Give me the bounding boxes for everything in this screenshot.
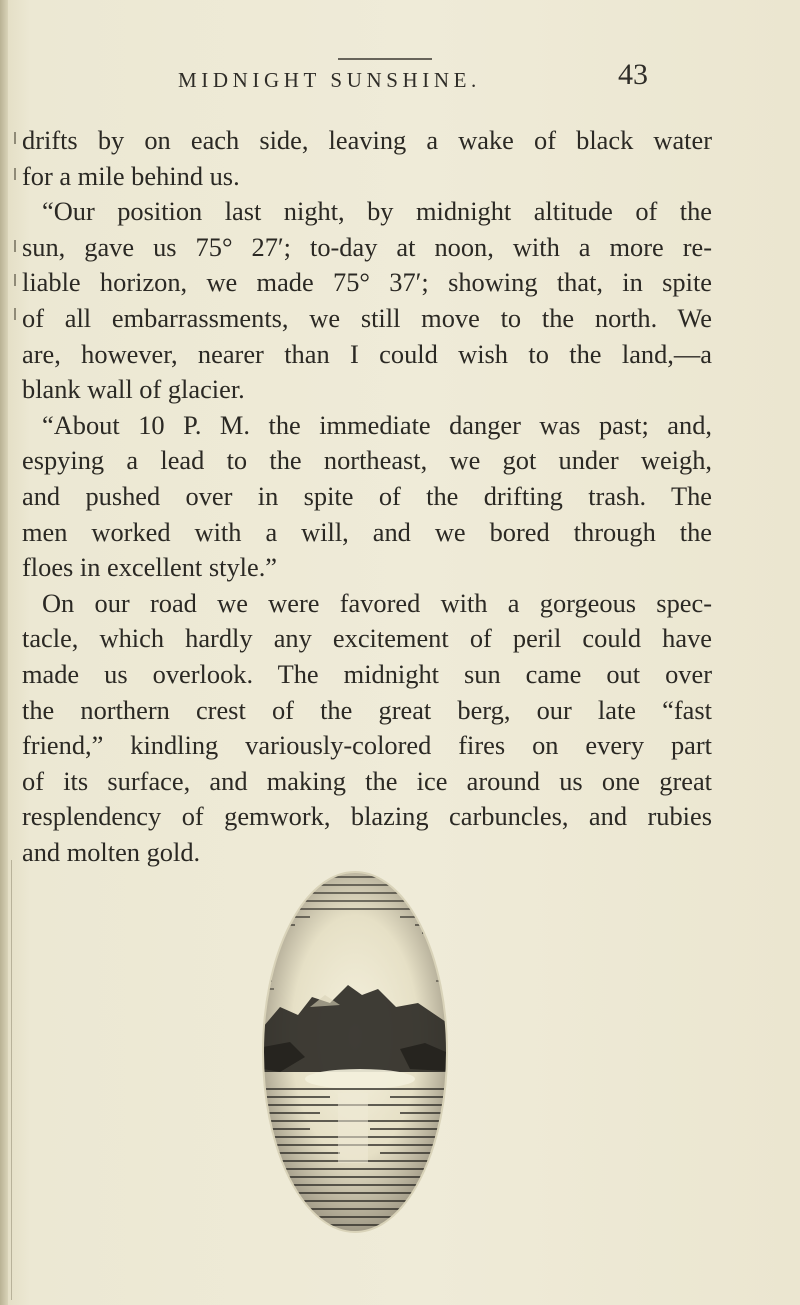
margin-mark	[14, 240, 16, 252]
margin-mark	[14, 168, 16, 180]
text-line: are, however, nearer than I could wish to the land,—a	[22, 338, 712, 369]
text-line: sun, gave us 75° 27′; to-day at noon, with a more re-	[22, 231, 712, 262]
text-line: of all embarrassments, we still move to the north. We	[22, 302, 712, 333]
margin-mark	[14, 132, 16, 144]
running-head: MIDNIGHT SUNSHINE.	[178, 68, 481, 92]
text-line: of its surface, and making the ice around us one great	[22, 765, 712, 796]
margin-mark	[14, 308, 16, 320]
text-line: tacle, which hardly any excitement of peril could have	[22, 623, 712, 654]
text-line: drifts by on each side, leaving a wake of black water	[22, 125, 712, 155]
body-text	[22, 123, 712, 870]
midnight-sun-engraving	[250, 857, 460, 1257]
text-line: made us overlook. The midnight sun came out over	[22, 658, 712, 689]
text-line: blank wall of glacier.	[22, 374, 245, 405]
text-line: floes in excellent style.”	[22, 552, 278, 583]
text-line: resplendency of gemwork, blazing carbuncles, and rubies	[22, 801, 712, 832]
text-line: “About 10 P. M. the immediate danger was past; and,	[42, 409, 712, 440]
page-binding-shadow	[0, 0, 8, 1305]
text-line: and molten gold.	[22, 836, 201, 867]
margin-mark	[11, 860, 12, 1300]
page-header	[0, 58, 800, 98]
text-line: the northern crest of the great berg, our late “fast	[22, 694, 712, 725]
page-number: 43	[618, 58, 648, 91]
text-line: liable horizon, we made 75° 37′; showing that, in spite	[22, 267, 712, 298]
header-rule	[0, 58, 800, 98]
margin-mark	[14, 274, 16, 286]
text-line: “Our position last night, by midnight altitude of the	[42, 196, 712, 227]
text-line: On our road we were favored with a gorgeous spec-	[42, 587, 712, 618]
text-line: and pushed over in spite of the drifting trash. The	[22, 480, 712, 511]
text-line: for a mile behind us.	[22, 160, 240, 191]
text-line: friend,” kindling variously-colored fires on every part	[22, 730, 712, 761]
text-line: men worked with a will, and we bored through the	[22, 516, 712, 547]
text-line: espying a lead to the northeast, we got under weigh,	[22, 445, 712, 476]
